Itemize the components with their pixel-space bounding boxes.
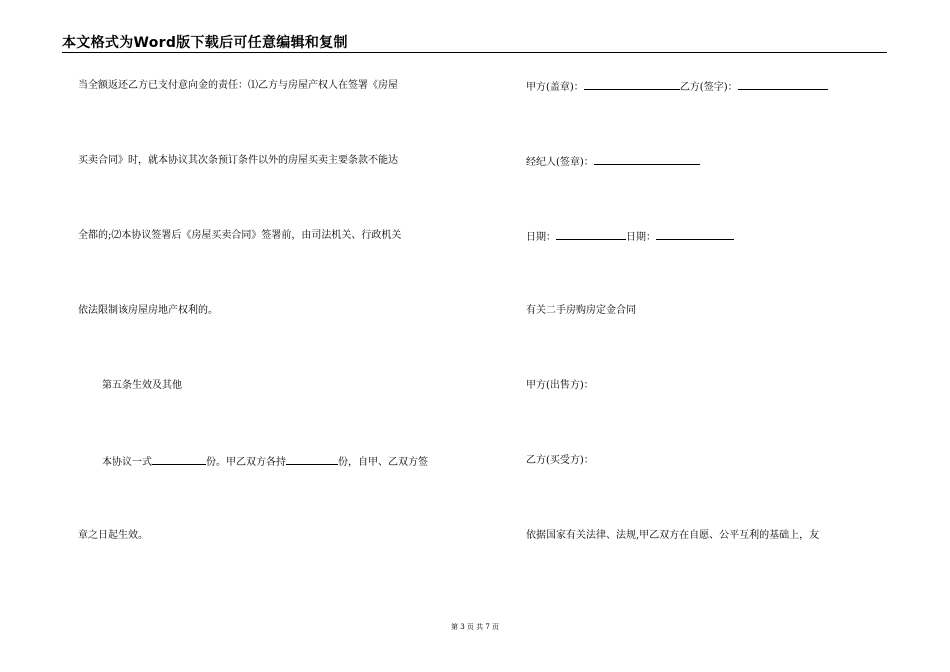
contract-title: 有关二手房购房定金合同	[526, 305, 636, 316]
date-b-label: 日期：	[626, 232, 656, 243]
copies-text-c: 份，自甲、乙双方签	[338, 457, 428, 468]
body-line-1: 当全额返还乙方已支付意向金的责任：⑴乙方与房屋产权人在签署《房屋	[78, 80, 398, 91]
date-a-label: 日期：	[526, 232, 556, 243]
party-b-sign-blank	[738, 79, 828, 90]
party-b-sign-label: 乙方(签字)：	[679, 82, 738, 93]
party-a-seal-blank	[584, 79, 680, 90]
agent-seal-label: 经纪人(签章)：	[526, 157, 594, 168]
signature-line	[526, 79, 828, 95]
copies-text-b: 份。甲乙双方各持	[206, 457, 286, 468]
body-line-4: 依法限制该房屋房地产权利的。	[78, 305, 218, 316]
header-divider	[62, 52, 887, 53]
copies-line	[78, 454, 428, 470]
seller-label: 甲方(出售方)：	[526, 380, 594, 391]
body-line-2: 买卖合同》时，就本协议其次条预订条件以外的房屋买卖主要条款不能达	[78, 155, 398, 166]
buyer-label: 乙方(买受方)：	[526, 455, 594, 466]
party-a-seal-label: 甲方(盖章)：	[526, 82, 584, 93]
date-b-blank	[656, 229, 734, 240]
date-a-blank	[556, 229, 626, 240]
section-title: 第五条生效及其他	[102, 380, 182, 391]
copies-count-blank	[152, 454, 206, 465]
basis-line: 依据国家有关法律、法规,甲乙双方在自愿、公平互利的基础上，友	[526, 530, 820, 541]
body-line-last: 章之日起生效。	[78, 530, 148, 541]
copies-each-blank	[286, 454, 338, 465]
body-line-3: 全都的;⑵本协议签署后《房屋买卖合同》签署前，由司法机关、行政机关	[78, 230, 402, 241]
page-header-title: 本文格式为Word版下载后可任意编辑和复制	[62, 35, 348, 51]
date-line	[526, 229, 734, 245]
copies-text-a: 本协议一式	[102, 457, 152, 468]
agent-line	[526, 154, 700, 170]
agent-seal-blank	[594, 154, 700, 165]
page-number: 第 3 页 共 7 页	[450, 623, 500, 631]
